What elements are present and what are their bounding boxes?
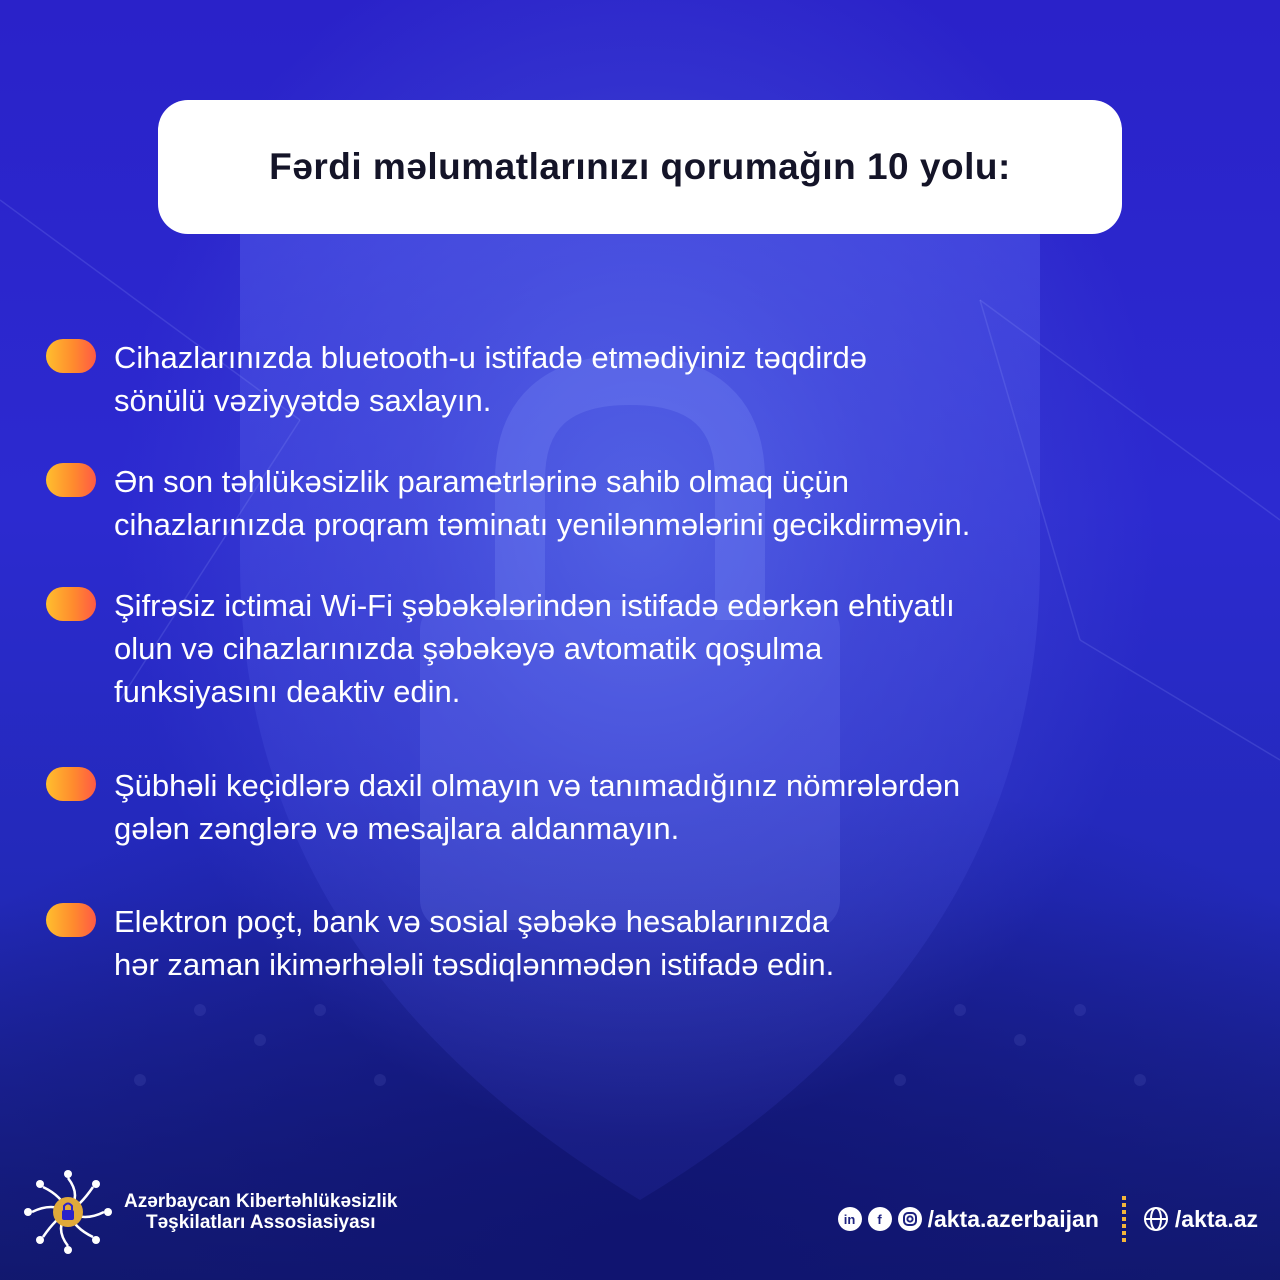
list-item-text: Elektron poçt, bank və sosial şəbəkə hesablarınızda hər zaman ikimərhələli təsdiqlənmədən istifadə edin. [114, 904, 835, 982]
facebook-icon[interactable]: f [868, 1207, 892, 1231]
list-item-text: Ən son təhlükəsizlik parametrlərinə sahib olmaq üçün cihazlarınızda proqram təminatı yenilənmələrini gecikdirməyin. [114, 464, 971, 542]
organization-logo-block [22, 1166, 398, 1258]
list-item [46, 900, 1266, 986]
bullet-pill-icon [46, 339, 96, 373]
list-item-text: Şifrəsiz ictimai Wi-Fi şəbəkələrindən istifadə edərkən ehtiyatlı olun və cihazlarınızda şəbəkəyə avtomatik qoşulma funksiyasını deaktiv edin. [114, 588, 955, 709]
instagram-icon[interactable] [898, 1207, 922, 1231]
list-item [46, 584, 1266, 713]
list-item [46, 336, 1266, 422]
list-item-text: Şübhəli keçidlərə daxil olmayın və tanımadığınız nömrələrdən gələn zənglərə və mesajlara aldanmayın. [114, 768, 961, 846]
globe-icon [1143, 1206, 1169, 1232]
bullet-pill-icon [46, 587, 96, 621]
list-item [46, 460, 1266, 546]
organization-logo-icon [22, 1166, 114, 1258]
title-card [158, 100, 1122, 234]
dotted-divider [1121, 1196, 1127, 1242]
linkedin-icon[interactable]: in [838, 1207, 862, 1231]
bullet-pill-icon [46, 463, 96, 497]
list-item-text: Cihazlarınızda bluetooth-u istifadə etmədiyiniz təqdirdə sönülü vəziyyətdə saxlayın. [114, 340, 868, 418]
page-title: Fərdi məlumatlarınızı qorumağın 10 yolu: [269, 146, 1011, 187]
website-link[interactable]: /akta.az [1174, 1205, 1258, 1232]
bullet-pill-icon [46, 767, 96, 801]
organization-name-line1: Azərbaycan Kibertəhlükəsizlik [124, 1191, 398, 1212]
bullet-pill-icon [46, 903, 96, 937]
organization-name [124, 1191, 398, 1233]
social-handle-link[interactable]: /akta.azerbaijan [927, 1205, 1099, 1232]
organization-name-line2: Təşkilatları Assosiasiyası [145, 1212, 376, 1233]
social-links [838, 1196, 1258, 1242]
list-item [46, 764, 1266, 850]
